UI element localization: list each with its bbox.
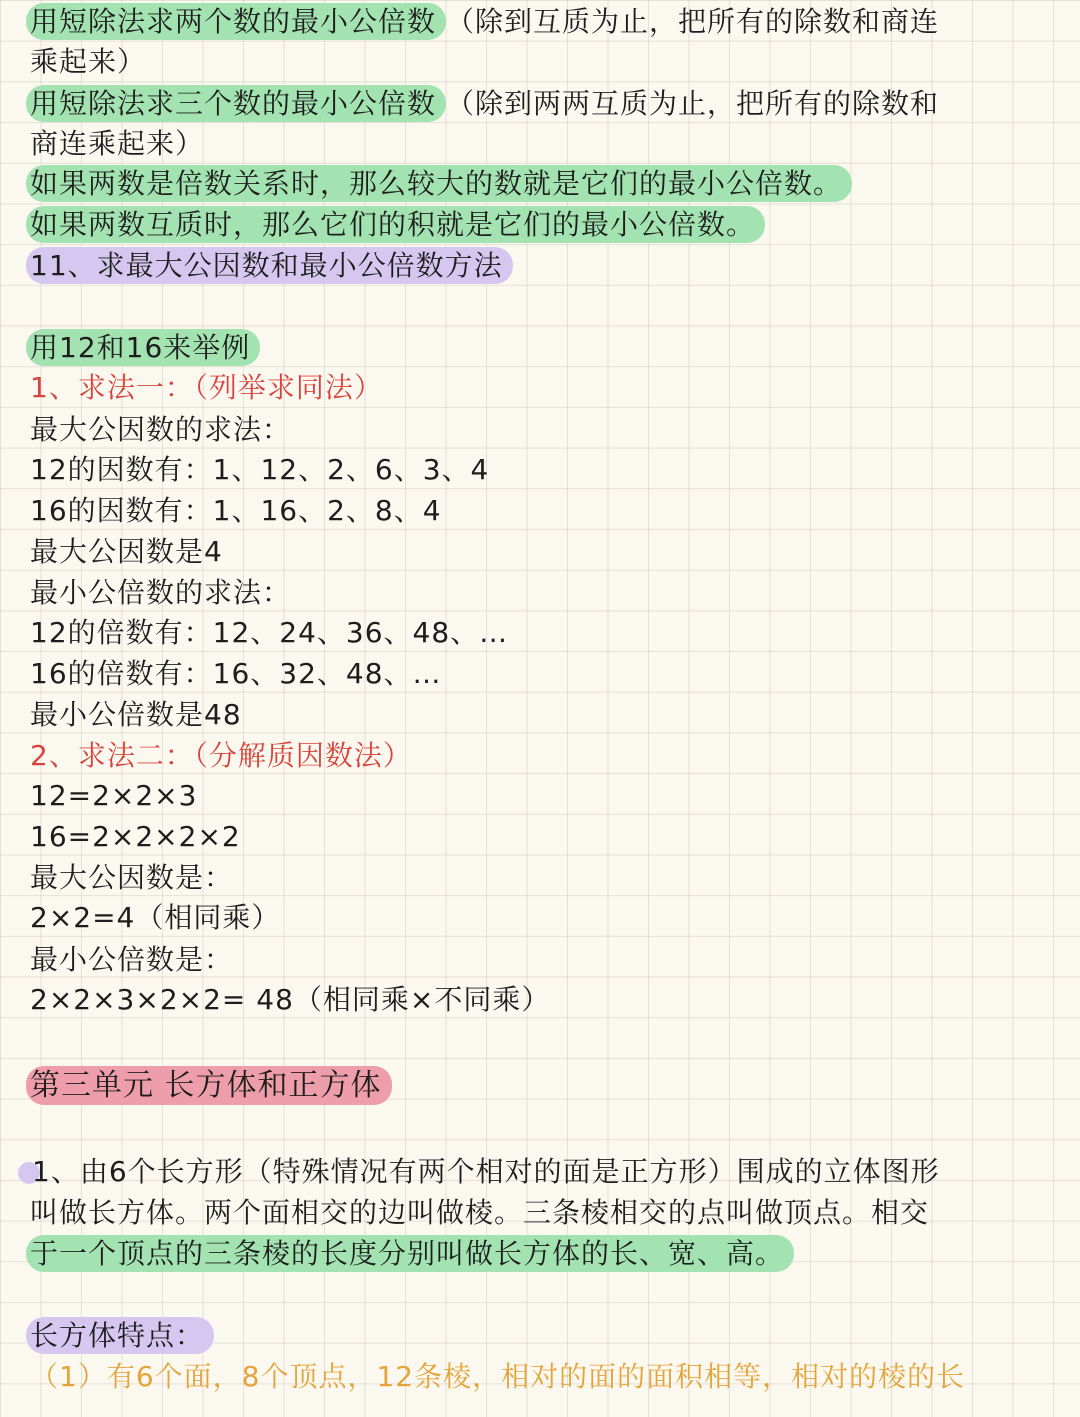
text-span: （除到互质为止，把所有的除数和商连 <box>446 5 940 38</box>
highlight: 长方体特点： <box>26 1317 214 1354</box>
unit-heading <box>30 1066 392 1106</box>
text-line <box>30 2 939 42</box>
text-line: 16的因数有：1、16、2、8、4 <box>30 494 442 527</box>
text-line <box>30 1234 794 1274</box>
text-span: 1、由6个长方形（特殊情况有两个相对的面是正方形）围成的立体图形 <box>32 1155 940 1188</box>
text-line <box>30 164 852 204</box>
highlight: 于一个顶点的三条棱的长度分别叫做长方体的长、宽、高。 <box>26 1235 794 1272</box>
text-line: 12的因数有：1、12、2、6、3、4 <box>30 453 490 486</box>
method-heading: 2、求法二：（分解质因数法） <box>30 739 412 772</box>
text-line: 12的倍数有：12、24、36、48、… <box>30 616 509 649</box>
highlight: 用短除法求两个数的最小公倍数 <box>26 3 446 40</box>
text-line: 叫做长方体。两个面相交的边叫做棱。三条棱相交的点叫做顶点。相交 <box>30 1196 930 1229</box>
text-line: 2×2=4（相同乘） <box>30 901 281 934</box>
section-heading <box>30 246 513 286</box>
method-heading: 1、求法一：（列举求同法） <box>30 371 383 404</box>
text-line: 最小公倍数是： <box>30 943 234 976</box>
text-line: （1）有6个面，8个顶点，12条棱，相对的面的面积相等，相对的棱的长 <box>30 1360 966 1393</box>
highlight: 11、求最大公因数和最小公倍数方法 <box>26 247 513 284</box>
text-line: 乘起来） <box>30 45 147 78</box>
highlight: 如果两数是倍数关系时，那么较大的数就是它们的最小公倍数。 <box>26 165 852 202</box>
text-line: 最大公因数是： <box>30 861 234 894</box>
text-line: 12=2×2×3 <box>30 779 198 812</box>
highlight: 用短除法求三个数的最小公倍数 <box>26 85 446 122</box>
text-line: 最大公因数是4 <box>30 535 223 568</box>
text-line <box>30 328 260 368</box>
text-line: 16的倍数有：16、32、48、… <box>30 657 442 690</box>
text-line: 最小公倍数的求法： <box>30 576 292 609</box>
highlight: 用12和16来举例 <box>26 329 260 366</box>
text-line <box>30 205 765 245</box>
text-line: 16=2×2×2×2 <box>30 820 241 853</box>
text-line: 商连乘起来） <box>30 127 205 160</box>
text-line: 2×2×3×2×2= 48（相同乘×不同乘） <box>30 983 551 1016</box>
text-line: 最小公倍数是48 <box>30 698 242 731</box>
text-line <box>30 84 939 124</box>
text-line: 最大公因数的求法： <box>30 413 292 446</box>
text-span: （除到两两互质为止，把所有的除数和 <box>446 87 940 120</box>
text-line <box>30 1152 940 1192</box>
highlight: 第三单元 长方体和正方体 <box>26 1066 392 1105</box>
highlight: 如果两数互质时，那么它们的积就是它们的最小公倍数。 <box>26 206 765 243</box>
subheading <box>30 1316 214 1356</box>
